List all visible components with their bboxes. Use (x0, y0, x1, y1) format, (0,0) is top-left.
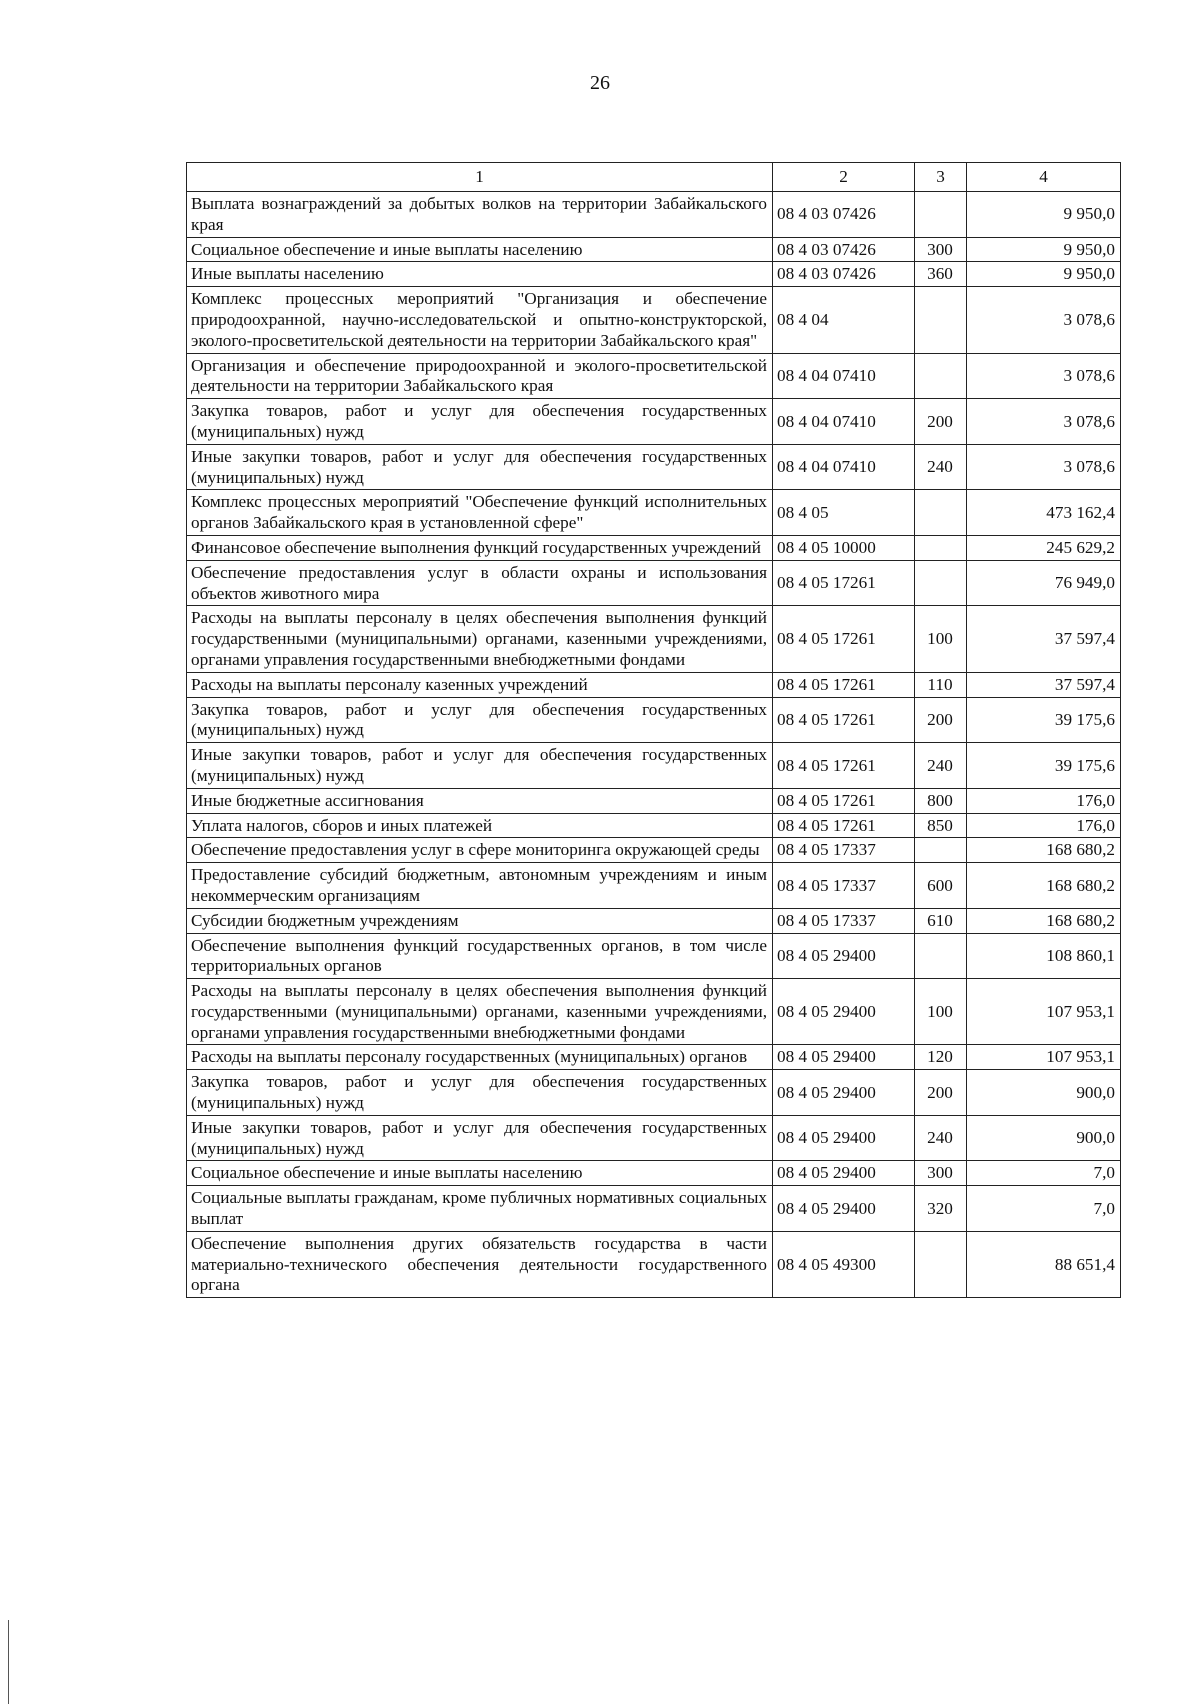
table-row (187, 933, 1121, 979)
row-expense-type-cell (915, 933, 967, 979)
row-name-cell: Иные закупки товаров, работ и услуг для обеспечения государственных (муниципальных) нужд (187, 1115, 773, 1161)
row-expense-type-cell: 800 (915, 788, 967, 813)
row-amount-cell: 168 680,2 (967, 863, 1121, 909)
row-code-cell: 08 4 05 29400 (773, 1115, 915, 1161)
row-expense-type-cell (915, 560, 967, 606)
row-amount-cell: 9 950,0 (967, 237, 1121, 262)
row-amount-cell: 3 078,6 (967, 399, 1121, 445)
row-name-cell: Иные бюджетные ассигнования (187, 788, 773, 813)
table-row (187, 788, 1121, 813)
row-code-cell: 08 4 03 07426 (773, 192, 915, 238)
row-expense-type-cell: 300 (915, 237, 967, 262)
row-amount-cell: 900,0 (967, 1070, 1121, 1116)
row-expense-type-cell (915, 535, 967, 560)
row-name-cell: Расходы на выплаты персоналу в целях обеспечения выполнения функций государственными (муниципальными) органами, казенными учреждениями, органами управления государственными внебюджетными фондами (187, 606, 773, 672)
table-row (187, 262, 1121, 287)
row-code-cell: 08 4 03 07426 (773, 262, 915, 287)
row-name-cell: Субсидии бюджетным учреждениям (187, 908, 773, 933)
row-expense-type-cell: 200 (915, 1070, 967, 1116)
column-header-amount: 4 (967, 163, 1121, 192)
table-row (187, 287, 1121, 353)
table-row (187, 908, 1121, 933)
row-expense-type-cell: 240 (915, 1115, 967, 1161)
row-expense-type-cell: 360 (915, 262, 967, 287)
row-code-cell: 08 4 04 07410 (773, 444, 915, 490)
row-code-cell: 08 4 03 07426 (773, 237, 915, 262)
table-row (187, 1070, 1121, 1116)
row-name-cell: Социальные выплаты гражданам, кроме публичных нормативных социальных выплат (187, 1186, 773, 1232)
row-name-cell: Выплата вознаграждений за добытых волков на территории Забайкальского края (187, 192, 773, 238)
table-row (187, 444, 1121, 490)
row-code-cell: 08 4 05 17261 (773, 743, 915, 789)
row-name-cell: Закупка товаров, работ и услуг для обеспечения государственных (муниципальных) нужд (187, 1070, 773, 1116)
row-code-cell: 08 4 05 17261 (773, 560, 915, 606)
row-amount-cell: 3 078,6 (967, 444, 1121, 490)
table-row (187, 606, 1121, 672)
header-row (187, 163, 1121, 192)
row-code-cell: 08 4 05 17261 (773, 672, 915, 697)
row-code-cell: 08 4 05 49300 (773, 1231, 915, 1297)
row-amount-cell: 88 651,4 (967, 1231, 1121, 1297)
row-code-cell: 08 4 05 17337 (773, 863, 915, 909)
row-code-cell: 08 4 04 07410 (773, 399, 915, 445)
row-code-cell: 08 4 04 (773, 287, 915, 353)
row-amount-cell: 245 629,2 (967, 535, 1121, 560)
row-name-cell: Обеспечение выполнения других обязательств государства в части материально-технического обеспечения деятельности государственного органа (187, 1231, 773, 1297)
row-expense-type-cell (915, 353, 967, 399)
row-amount-cell: 168 680,2 (967, 908, 1121, 933)
row-amount-cell: 76 949,0 (967, 560, 1121, 606)
table-row (187, 1045, 1121, 1070)
row-code-cell: 08 4 05 17261 (773, 606, 915, 672)
row-code-cell: 08 4 05 29400 (773, 933, 915, 979)
row-amount-cell: 176,0 (967, 788, 1121, 813)
table-row (187, 863, 1121, 909)
row-amount-cell: 3 078,6 (967, 353, 1121, 399)
row-expense-type-cell: 200 (915, 697, 967, 743)
row-name-cell: Обеспечение предоставления услуг в области охраны и использования объектов животного мира (187, 560, 773, 606)
row-code-cell: 08 4 05 29400 (773, 1070, 915, 1116)
table-row (187, 353, 1121, 399)
table-row (187, 743, 1121, 789)
row-expense-type-cell: 240 (915, 444, 967, 490)
row-expense-type-cell: 240 (915, 743, 967, 789)
table-row (187, 1231, 1121, 1297)
row-name-cell: Комплекс процессных мероприятий "Организация и обеспечение природоохранной, научно-исследовательской и опытно-конструкторской, эколого-просветительской деятельности на территории Забайкальского края" (187, 287, 773, 353)
row-name-cell: Иные закупки товаров, работ и услуг для обеспечения государственных (муниципальных) нужд (187, 444, 773, 490)
row-amount-cell: 473 162,4 (967, 490, 1121, 536)
row-name-cell: Обеспечение выполнения функций государственных органов, в том числе территориальных органов (187, 933, 773, 979)
table-row (187, 237, 1121, 262)
row-amount-cell: 108 860,1 (967, 933, 1121, 979)
row-code-cell: 08 4 04 07410 (773, 353, 915, 399)
row-amount-cell: 37 597,4 (967, 606, 1121, 672)
table-row (187, 192, 1121, 238)
table-row (187, 560, 1121, 606)
table-body (187, 192, 1121, 1298)
row-expense-type-cell: 300 (915, 1161, 967, 1186)
row-name-cell: Комплекс процессных мероприятий "Обеспечение функций исполнительных органов Забайкальского края в установленной сфере" (187, 490, 773, 536)
table-row (187, 399, 1121, 445)
row-expense-type-cell: 200 (915, 399, 967, 445)
row-amount-cell: 7,0 (967, 1161, 1121, 1186)
row-expense-type-cell: 110 (915, 672, 967, 697)
row-name-cell: Финансовое обеспечение выполнения функций государственных учреждений (187, 535, 773, 560)
row-expense-type-cell: 600 (915, 863, 967, 909)
table-row (187, 813, 1121, 838)
row-amount-cell: 9 950,0 (967, 262, 1121, 287)
page-number: 26 (590, 72, 610, 94)
row-expense-type-cell: 610 (915, 908, 967, 933)
row-expense-type-cell: 100 (915, 606, 967, 672)
row-code-cell: 08 4 05 10000 (773, 535, 915, 560)
row-amount-cell: 39 175,6 (967, 743, 1121, 789)
row-amount-cell: 7,0 (967, 1186, 1121, 1232)
row-name-cell: Предоставление субсидий бюджетным, автономным учреждениям и иным некоммерческим организациям (187, 863, 773, 909)
row-expense-type-cell (915, 1231, 967, 1297)
row-amount-cell: 9 950,0 (967, 192, 1121, 238)
row-amount-cell: 900,0 (967, 1115, 1121, 1161)
column-header-expense-type: 3 (915, 163, 967, 192)
row-code-cell: 08 4 05 17261 (773, 788, 915, 813)
row-amount-cell: 107 953,1 (967, 1045, 1121, 1070)
row-expense-type-cell: 320 (915, 1186, 967, 1232)
row-code-cell: 08 4 05 (773, 490, 915, 536)
row-code-cell: 08 4 05 29400 (773, 1045, 915, 1070)
table-row (187, 535, 1121, 560)
budget-table (186, 162, 1121, 1298)
row-expense-type-cell (915, 490, 967, 536)
row-amount-cell: 3 078,6 (967, 287, 1121, 353)
row-code-cell: 08 4 05 17261 (773, 697, 915, 743)
row-expense-type-cell: 100 (915, 979, 967, 1045)
row-expense-type-cell (915, 192, 967, 238)
row-name-cell: Расходы на выплаты персоналу в целях обеспечения выполнения функций государственными (муниципальными) органами, казенными учреждениями, органами управления государственными внебюджетными фондами (187, 979, 773, 1045)
row-expense-type-cell: 120 (915, 1045, 967, 1070)
row-name-cell: Обеспечение предоставления услуг в сфере мониторинга окружающей среды (187, 838, 773, 863)
row-name-cell: Расходы на выплаты персоналу государственных (муниципальных) органов (187, 1045, 773, 1070)
row-code-cell: 08 4 05 17337 (773, 838, 915, 863)
row-code-cell: 08 4 05 29400 (773, 1161, 915, 1186)
row-expense-type-cell (915, 287, 967, 353)
row-amount-cell: 168 680,2 (967, 838, 1121, 863)
row-name-cell: Закупка товаров, работ и услуг для обеспечения государственных (муниципальных) нужд (187, 697, 773, 743)
row-amount-cell: 39 175,6 (967, 697, 1121, 743)
row-expense-type-cell: 850 (915, 813, 967, 838)
table-row (187, 672, 1121, 697)
row-amount-cell: 37 597,4 (967, 672, 1121, 697)
row-name-cell: Социальное обеспечение и иные выплаты населению (187, 1161, 773, 1186)
margin-rule (8, 1620, 9, 1704)
row-name-cell: Уплата налогов, сборов и иных платежей (187, 813, 773, 838)
row-code-cell: 08 4 05 17261 (773, 813, 915, 838)
table-row (187, 1161, 1121, 1186)
row-amount-cell: 107 953,1 (967, 979, 1121, 1045)
row-name-cell: Социальное обеспечение и иные выплаты населению (187, 237, 773, 262)
column-header-code: 2 (773, 163, 915, 192)
row-code-cell: 08 4 05 29400 (773, 979, 915, 1045)
row-name-cell: Иные выплаты населению (187, 262, 773, 287)
table-row (187, 838, 1121, 863)
row-name-cell: Закупка товаров, работ и услуг для обеспечения государственных (муниципальных) нужд (187, 399, 773, 445)
table-row (187, 490, 1121, 536)
table-row (187, 1186, 1121, 1232)
row-name-cell: Иные закупки товаров, работ и услуг для обеспечения государственных (муниципальных) нужд (187, 743, 773, 789)
row-name-cell: Организация и обеспечение природоохранной и эколого-просветительской деятельности на территории Забайкальского края (187, 353, 773, 399)
table-row (187, 979, 1121, 1045)
row-amount-cell: 176,0 (967, 813, 1121, 838)
row-code-cell: 08 4 05 29400 (773, 1186, 915, 1232)
table-row (187, 1115, 1121, 1161)
row-name-cell: Расходы на выплаты персоналу казенных учреждений (187, 672, 773, 697)
row-expense-type-cell (915, 838, 967, 863)
table-row (187, 697, 1121, 743)
column-header-name: 1 (187, 163, 773, 192)
row-code-cell: 08 4 05 17337 (773, 908, 915, 933)
